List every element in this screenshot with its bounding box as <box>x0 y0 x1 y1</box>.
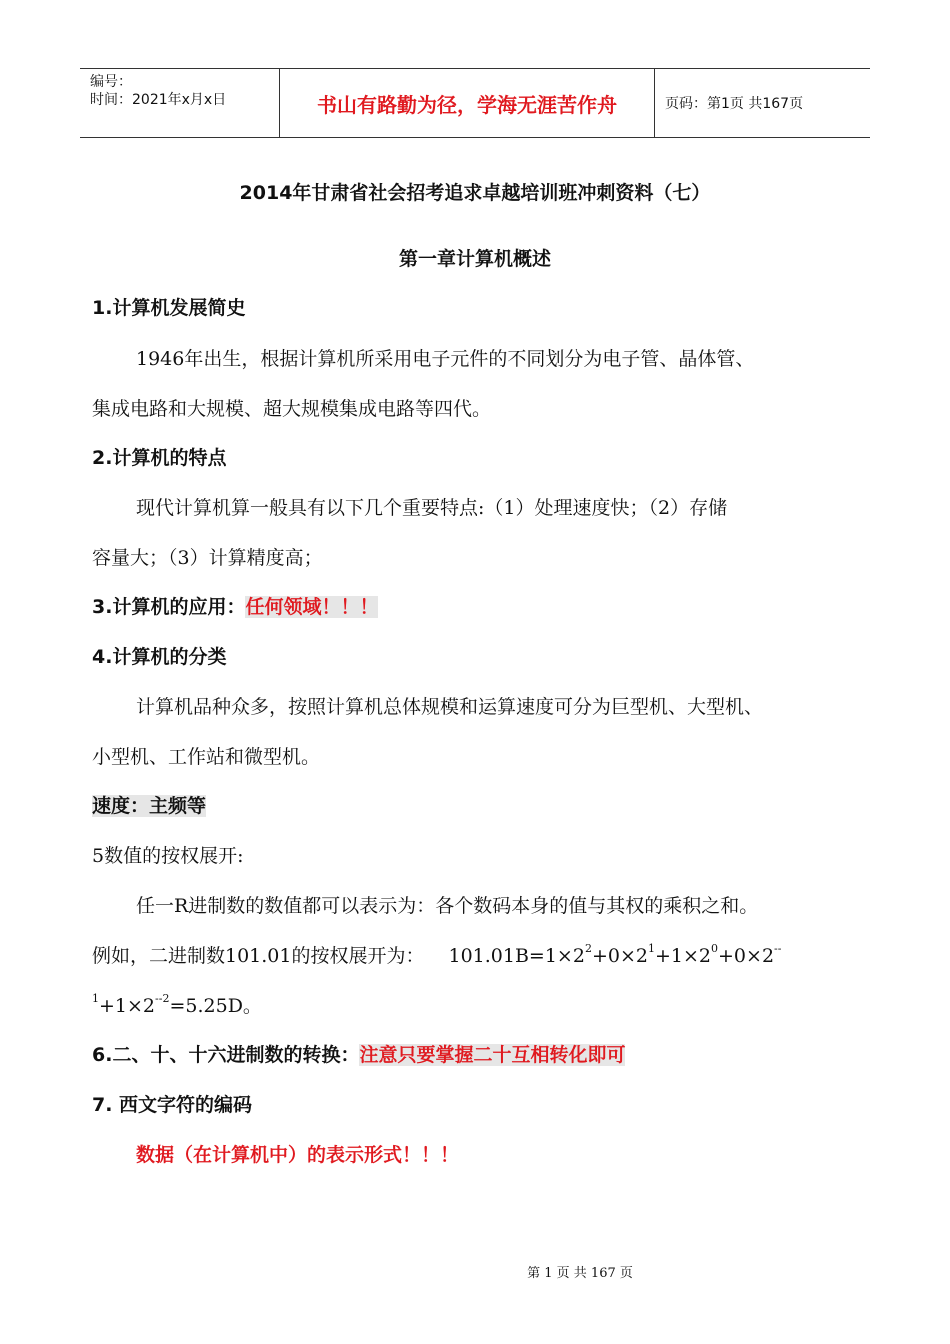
formula-part-b: +0×2 <box>591 945 648 967</box>
section-6-highlight: 注意只要掌握二十互相转化即可 <box>359 1044 626 1066</box>
section-7-highlight: 数据（在计算机中）的表示形式！！！ <box>136 1144 460 1166</box>
section-1-text-2: 集成电路和大规模、超大规模集成电路等四代。 <box>92 398 492 420</box>
section-5-text-3-line <box>92 991 262 1021</box>
section-5-text-2-line <box>92 941 781 971</box>
formula-exp-3: 0 <box>711 941 719 955</box>
section-2-text-2: 容量大；（3）计算精度高； <box>92 547 323 569</box>
formula-part-d: +0×2 <box>718 945 775 967</box>
formula-part-c: +1×2 <box>654 945 712 967</box>
formula-exp-2: 1 <box>647 941 655 955</box>
footer-page-number: 第 1 页 共 167 页 <box>527 1266 633 1281</box>
section-7-heading: 7. 西文字符的编码 <box>92 1094 253 1116</box>
speed-note-line <box>92 791 206 821</box>
formula-part-a: 101.01B=1×2 <box>448 945 585 967</box>
section-3-heading: 3.计算机的应用： <box>92 596 246 618</box>
chapter-title: 第一章计算机概述 <box>398 248 551 270</box>
formula-exp-5: 1 <box>92 991 99 1005</box>
section-2-heading: 2.计算机的特点 <box>92 447 227 469</box>
section-6-heading: 6.二、十、十六进制数的转换： <box>92 1044 360 1066</box>
formula-exp-6: --2 <box>155 991 170 1005</box>
section-1-heading: 1.计算机发展简史 <box>92 297 246 319</box>
formula-exp-4: -- <box>774 941 782 955</box>
number-label: 编号： <box>90 74 132 90</box>
section-5-text-1: 任一R进制数的数值都可以表示为：各个数码本身的值与其权的乘积之和。 <box>136 895 759 917</box>
formula-part-f: +1×2 <box>99 995 156 1017</box>
section-5-heading: 5数值的按权展开: <box>92 845 244 867</box>
speed-note: 速度：主频等 <box>92 795 207 817</box>
section-4-text-1: 计算机品种众多，按照计算机总体规模和运算速度可分为巨型机、大型机、 <box>136 696 764 718</box>
section-4-heading: 4.计算机的分类 <box>92 646 227 668</box>
section-1-text-1: 1946年出生，根据计算机所采用电子元件的不同划分为电子管、晶体管、 <box>136 348 755 370</box>
header-meta <box>80 69 280 137</box>
formula-part-g: =5.25D。 <box>169 995 262 1017</box>
time-label: 时间：2021年x月x日 <box>90 92 227 108</box>
header-page-info: 页码：第1页 共167页 <box>665 96 804 112</box>
doc-title: 2014年甘肃省社会招考追求卓越培训班冲刺资料（七） <box>239 182 711 204</box>
header-motto: 书山有路勤为径，学海无涯苦作舟 <box>280 69 655 137</box>
section-3-highlight: 任何领域！！！ <box>245 596 379 618</box>
section-4-text-2: 小型机、工作站和微型机。 <box>92 746 321 768</box>
page-header <box>80 68 870 138</box>
formula-exp-1: 2 <box>584 941 592 955</box>
section-5-text-2: 例如，二进制数101.01的按权展开为： <box>92 945 425 967</box>
page-footer <box>0 1262 950 1281</box>
section-3-line <box>92 592 378 622</box>
section-6-line <box>92 1040 625 1070</box>
section-2-text-1: 现代计算机算一般具有以下几个重要特点:（1）处理速度快；（2）存储 <box>136 497 728 519</box>
